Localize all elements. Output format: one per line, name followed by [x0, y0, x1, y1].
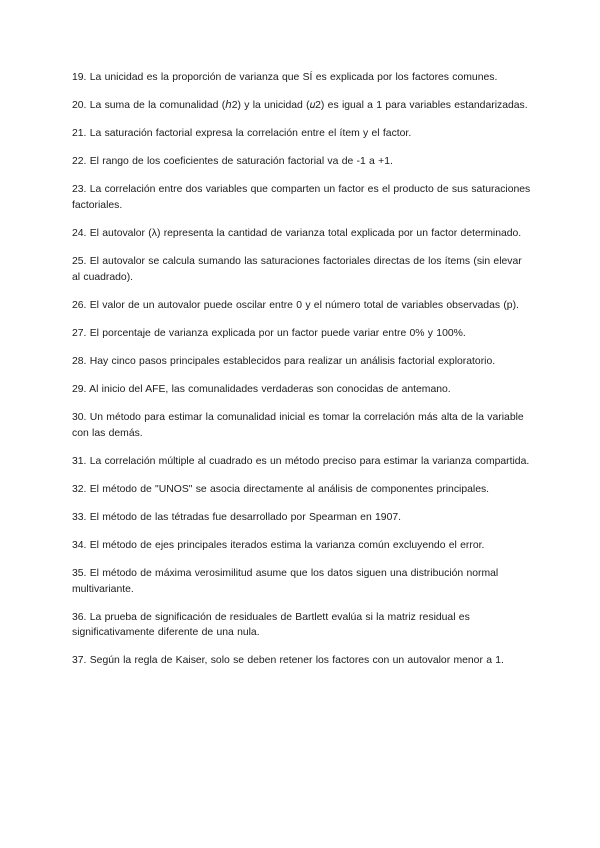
statement-item: 20. La suma de la comunalidad (ℎ2) y la unicidad (𝑢2) es igual a 1 para variables estandarizadas. — [72, 100, 528, 112]
statement-item: 25. El autovalor se calcula sumando las saturaciones factoriales directas de los ítems (sin elevar al cuadrado). — [72, 256, 522, 283]
statement-item: 26. El valor de un autovalor puede oscilar entre 0 y el número total de variables observadas (p). — [72, 299, 519, 311]
statement-item: 30. Un método para estimar la comunalidad inicial es tomar la correlación más alta de la variable con las demás. — [72, 412, 524, 439]
statement-item: 19. La unicidad es la proporción de varianza que SÍ es explicada por los factores comunes. — [72, 72, 498, 83]
statement-item: 33. El método de las tétradas fue desarrollado por Spearman en 1907. — [72, 511, 402, 523]
statement-item: 22. El rango de los coeficientes de saturación factorial va de -1 a +1. — [72, 156, 393, 168]
statement-item: 32. El método de "UNOS" se asocia directamente al análisis de componentes principales. — [72, 483, 490, 495]
statement-item: 37. Según la regla de Kaiser, solo se deben retener los factores con un autovalor menor a 1. — [72, 655, 504, 667]
statement-item: 23. La correlación entre dos variables que comparten un factor es el producto de sus saturaciones factoriales. — [72, 184, 531, 211]
statement-item: 24. El autovalor (λ) representa la cantidad de varianza total explicada por un factor determinado. — [72, 227, 522, 239]
statement-item: 35. El método de máxima verosimilitud asume que los datos siguen una distribución normal multivariante. — [72, 568, 499, 595]
statement-item: 29. Al inicio del AFE, las comunalidades verdaderas son conocidas de antemano. — [72, 383, 451, 395]
statement-item: 31. La correlación múltiple al cuadrado es un método preciso para estimar la varianza compartida. — [72, 455, 530, 467]
statement-item: 27. El porcentaje de varianza explicada por un factor puede variar entre 0% y 100%. — [72, 327, 466, 339]
statement-item: 28. Hay cinco pasos principales establecidos para realizar un análisis factorial exploratorio. — [72, 355, 496, 367]
statement-item: 36. La prueba de significación de residuales de Bartlett evalúa si la matriz residual es significativamente diferente de una nula. — [72, 611, 470, 639]
statement-list — [72, 70, 532, 681]
statement-item: 21. La saturación factorial expresa la correlación entre el ítem y el factor. — [72, 128, 412, 140]
statement-item: 34. El método de ejes principales iterados estima la varianza común excluyendo el error. — [72, 539, 485, 551]
